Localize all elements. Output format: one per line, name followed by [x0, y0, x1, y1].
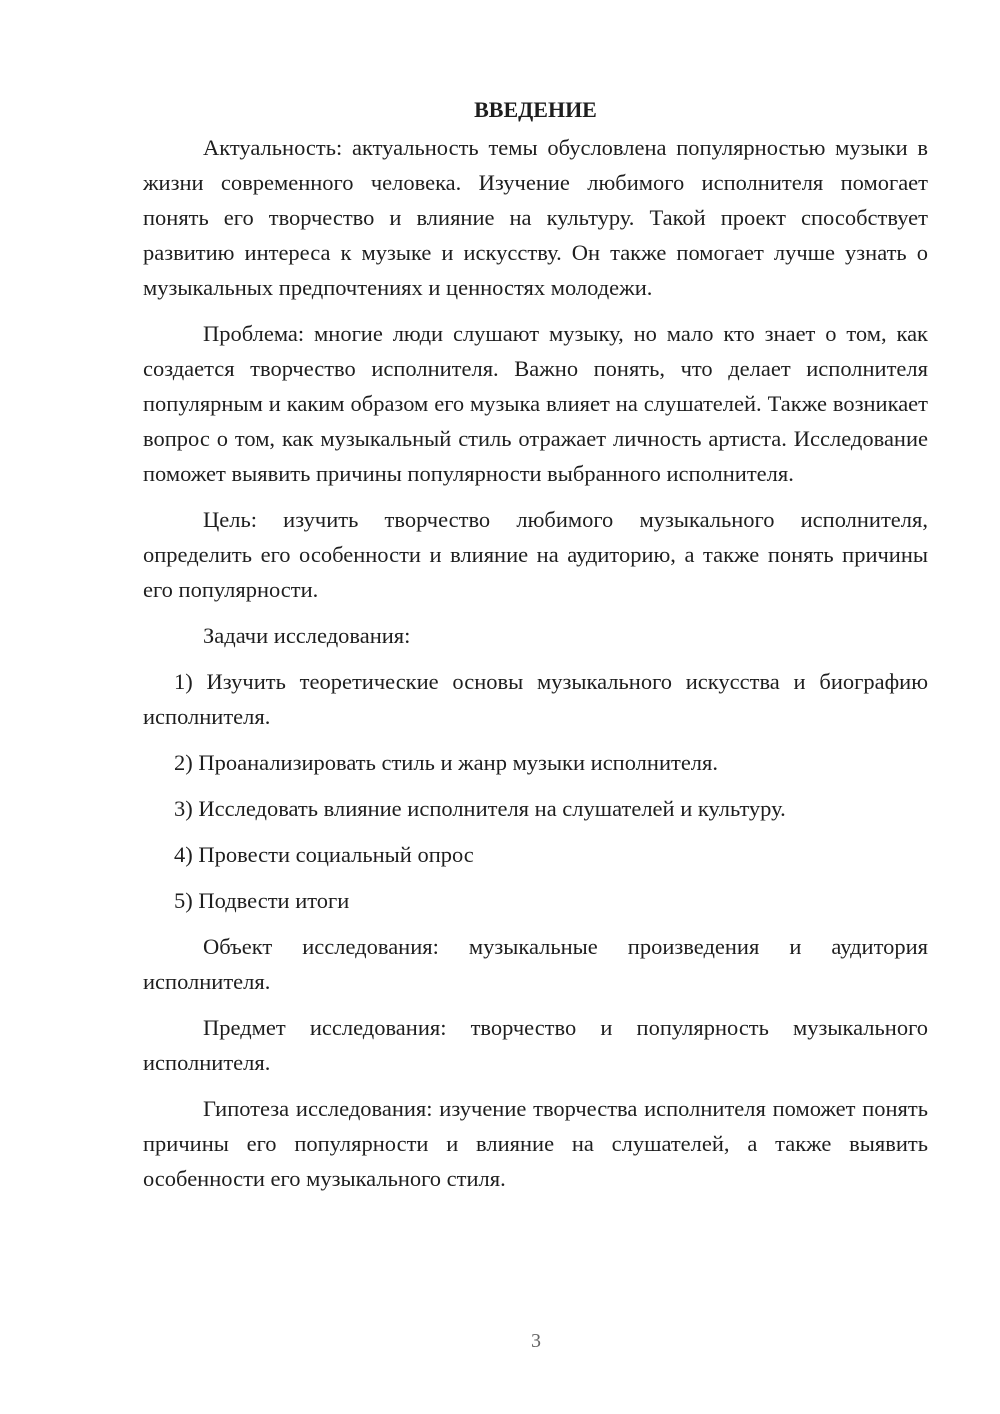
page-title: ВВЕДЕНИЕ — [474, 97, 597, 122]
page-number: 3 — [531, 1330, 541, 1352]
task-item-5: 5) Подвести итоги — [174, 888, 350, 913]
task-item-4: 4) Провести социальный опрос — [174, 842, 474, 867]
task-item-3: 3) Исследовать влияние исполнителя на слушателей и культуру. — [174, 796, 786, 821]
paragraph-object: Объект исследования: музыкальные произведения и аудитория исполнителя. — [143, 934, 928, 994]
paragraph-relevance: Актуальность: актуальность темы обусловлена популярностью музыки в жизни современного человека. Изучение любимого исполнителя помогает понять его творчество и влияние на культуру. Такой проект способствует развитию интереса к музыке и искусству. Он также помогает лучше узнать о музыкальных предпочтениях и ценностях молодежи. — [143, 135, 928, 300]
paragraph-subject: Предмет исследования: творчество и популярность музыкального исполнителя. — [143, 1015, 928, 1075]
task-item-2: 2) Проанализировать стиль и жанр музыки исполнителя. — [174, 750, 719, 775]
document-page — [143, 92, 928, 1207]
tasks-heading: Задачи исследования: — [203, 623, 411, 648]
task-item-1: 1) Изучить теоретические основы музыкального искусства и биографию исполнителя. — [143, 669, 928, 729]
paragraph-goal: Цель: изучить творчество любимого музыкального исполнителя, определить его особенности и влияние на аудиторию, а также понять причины его популярности. — [143, 507, 928, 602]
paragraph-problem: Проблема: многие люди слушают музыку, но мало кто знает о том, как создается творчество исполнителя. Важно понять, что делает исполнителя популярным и каким образом его музыка влияет на слушателей. Также возникает вопрос о том, как музыкальный стиль отражает личность артиста. Исследование поможет выявить причины популярности выбранного исполнителя. — [143, 321, 928, 486]
paragraph-hypothesis: Гипотеза исследования: изучение творчества исполнителя поможет понять причины его популярности и влияние на слушателей, а также выявить особенности его музыкального стиля. — [143, 1096, 928, 1191]
